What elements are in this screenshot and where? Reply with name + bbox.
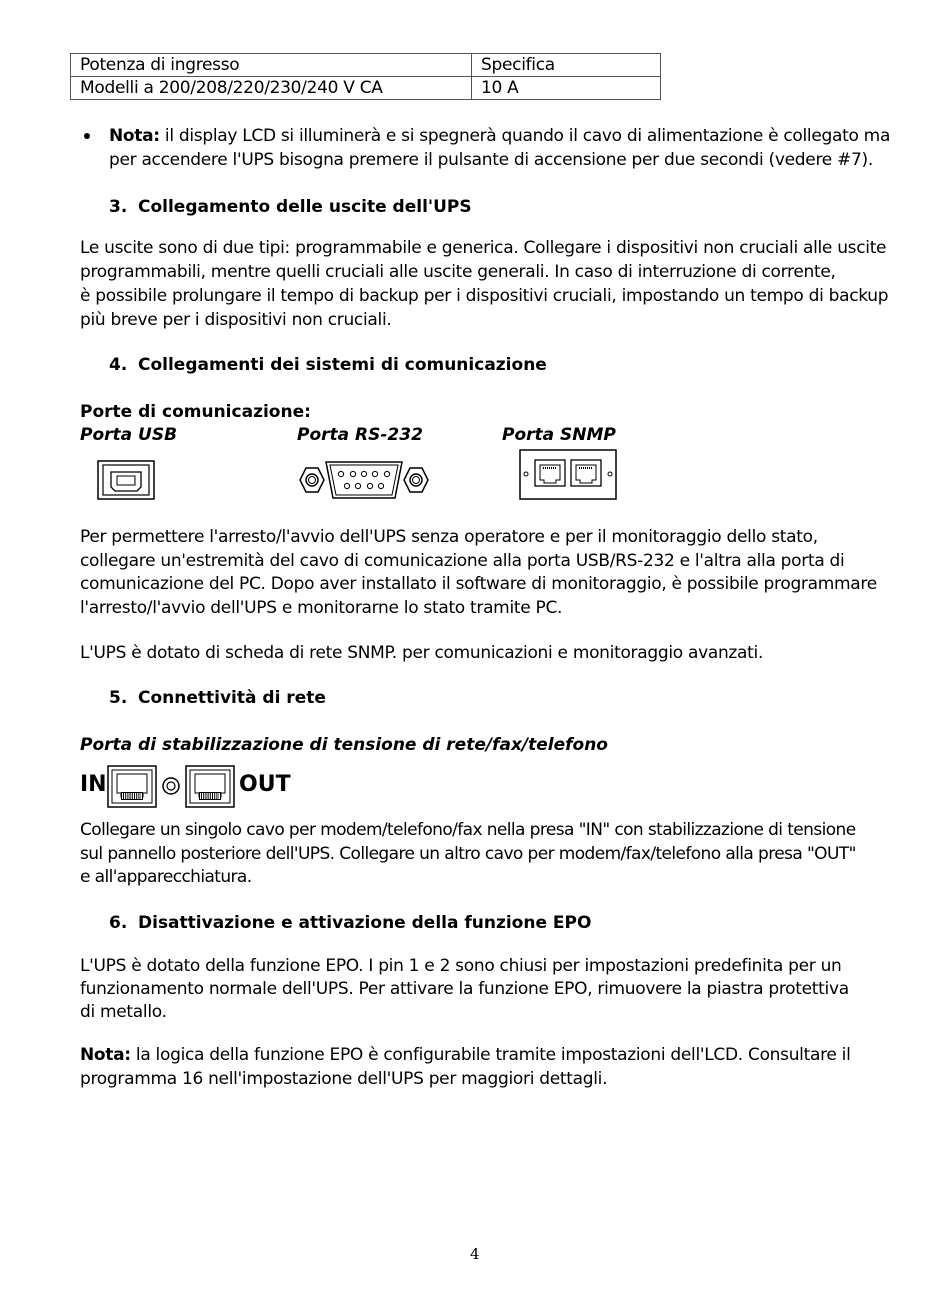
note-label: Nota:: [80, 1045, 131, 1065]
section-title: Collegamenti dei sistemi di comunicazione: [138, 355, 547, 375]
surge-port-subtitle: Porta di stabilizzazione di tensione di rete/fax/telefono: [80, 735, 608, 755]
bullet-note-line-2: per accendere l'UPS bisogna premere il pulsante di accensione per due secondi (vedere #7).: [109, 150, 873, 170]
note-text: la logica della funzione EPO è configurabile tramite impostazioni dell'LCD. Consultare il: [130, 1045, 851, 1065]
section-number: 4.: [109, 355, 128, 375]
section-number: 5.: [109, 688, 128, 708]
port-rs232-label: Porta RS-232: [297, 425, 423, 445]
usb-port-icon: [97, 460, 155, 500]
in-label: IN: [80, 772, 107, 797]
paragraph-line: programmabili, mentre quelli cruciali alle uscite generali. In caso di interruzione di corrente,: [80, 262, 836, 282]
paragraph-line: comunicazione del PC. Dopo aver installato il software di monitoraggio, è possibile programmare: [80, 574, 877, 594]
paragraph-line: sul pannello posteriore dell'UPS. Collegare un altro cavo per modem/fax/telefono alla presa "OUT": [80, 844, 856, 864]
paragraph-line: collegare un'estremità del cavo di comunicazione alla porta USB/RS-232 e l'altra alla porta di: [80, 551, 845, 571]
paragraph-line: Collegare un singolo cavo per modem/telefono/fax nella presa "IN" con stabilizzazione di tensione: [80, 820, 856, 840]
paragraph-line: è possibile prolungare il tempo di backup per i dispositivi cruciali, impostando un tempo di backup: [80, 286, 889, 306]
table-cell: Modelli a 200/208/220/230/240 V CA: [71, 77, 472, 100]
paragraph-line: funzionamento normale dell'UPS. Per attivare la funzione EPO, rimuovere la piastra protettiva: [80, 979, 849, 999]
paragraph-line: Le uscite sono di due tipi: programmabile e generica. Collegare i dispositivi non cruciali alle uscite: [80, 238, 887, 258]
bullet-icon: [84, 133, 90, 139]
paragraph-line: e all'apparecchiatura.: [80, 867, 252, 887]
table-header-row: [71, 54, 661, 77]
table-cell: 10 A: [472, 77, 661, 100]
section-title: Disattivazione e attivazione della funzione EPO: [138, 913, 592, 933]
paragraph-line: L'UPS è dotato di scheda di rete SNMP. per comunicazioni e monitoraggio avanzati.: [80, 643, 764, 663]
section-number: 6.: [109, 913, 128, 933]
spec-table: [70, 53, 661, 100]
note-label: Nota:: [109, 126, 160, 146]
bullet-note-line-1: [109, 124, 890, 148]
port-snmp-label: Porta SNMP: [502, 425, 616, 445]
paragraph-line: Per permettere l'arresto/l'avvio dell'UPS senza operatore e per il monitoraggio dello stato,: [80, 527, 818, 547]
snmp-card-icon: [519, 449, 619, 501]
table-header-cell: Potenza di ingresso: [71, 54, 472, 77]
note-line-2: programma 16 nell'impostazione dell'UPS per maggiori dettagli.: [80, 1069, 608, 1089]
port-usb-label: Porta USB: [80, 425, 178, 445]
section-4-heading: [109, 353, 547, 377]
out-label: OUT: [239, 772, 291, 797]
paragraph-line: più breve per i dispositivi non cruciali.: [80, 310, 392, 330]
page-number: 4: [470, 1245, 480, 1263]
section-title: Connettività di rete: [138, 688, 326, 708]
section-title: Collegamento delle uscite dell'UPS: [138, 197, 472, 217]
section-number: 3.: [109, 197, 128, 217]
paragraph-line: l'arresto/l'avvio dell'UPS e monitorarne lo stato tramite PC.: [80, 598, 563, 618]
paragraph-line: di metallo.: [80, 1002, 167, 1022]
note-line-1: [80, 1043, 851, 1067]
table-row: [71, 77, 661, 100]
ports-heading: Porte di comunicazione:: [80, 402, 311, 422]
rj11-ports-icon: [107, 765, 237, 808]
table-header-cell: Specifica: [472, 54, 661, 77]
section-6-heading: [109, 911, 591, 935]
section-5-heading: [109, 686, 326, 710]
rs232-port-icon: [297, 456, 431, 504]
paragraph-line: L'UPS è dotato della funzione EPO. I pin 1 e 2 sono chiusi per impostazioni predefinita per un: [80, 956, 842, 976]
bullet-text: il display LCD si illuminerà e si spegnerà quando il cavo di alimentazione è collegato ma: [159, 126, 891, 146]
section-3-heading: [109, 195, 472, 219]
